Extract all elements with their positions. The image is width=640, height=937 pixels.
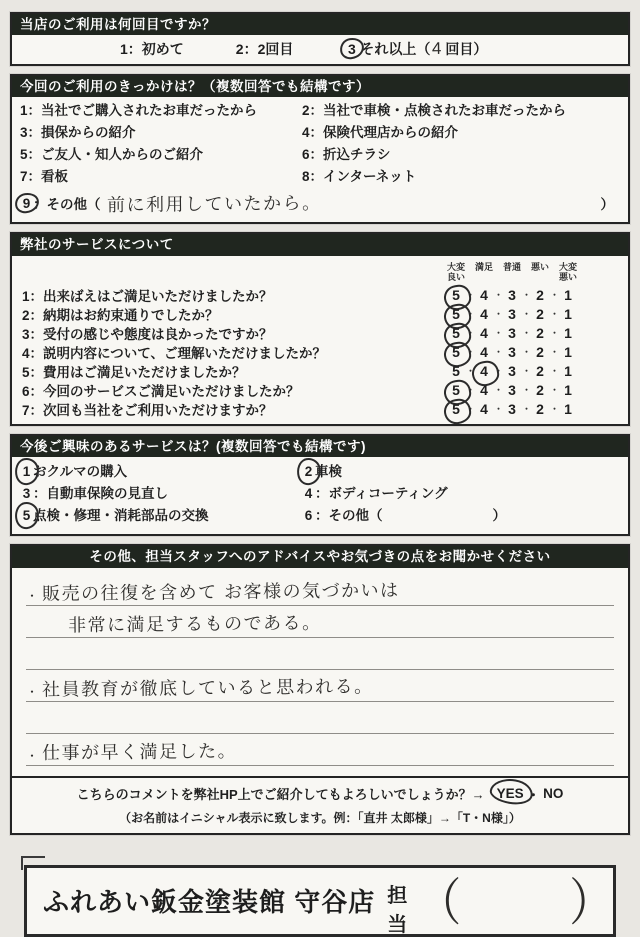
comment-line-empty	[26, 638, 614, 670]
scale-dot: ・	[466, 385, 476, 396]
scale-dot: ・	[494, 366, 504, 377]
hp-consent-choices	[497, 784, 564, 804]
rating-5[interactable]: 5	[452, 381, 460, 398]
visit-option-more[interactable]	[345, 39, 487, 59]
service-rating-row	[22, 361, 614, 380]
service-option-1-label: おクルマの購入	[33, 464, 128, 480]
service-option-3-label: 自動車保険の見直し	[46, 486, 168, 502]
scale-dot: ・	[522, 309, 532, 320]
staff-name-paren-open: （	[417, 874, 462, 931]
rating-5[interactable]: 5	[452, 324, 460, 341]
service-option-1[interactable]	[20, 461, 302, 483]
rating-4[interactable]: 4	[480, 343, 488, 360]
visit-option-second[interactable]: 2：2回目	[235, 41, 294, 58]
section-visit-reason	[10, 74, 630, 224]
service-option-3[interactable]	[20, 483, 302, 505]
rating-scale-header	[22, 262, 578, 283]
rating-4[interactable]: 4	[480, 324, 488, 341]
comments-area[interactable]	[12, 568, 628, 768]
rating-question-5: 5：費用はご満足いただけましたか？	[22, 364, 246, 380]
comment-bullet: ・	[26, 748, 39, 763]
section-future-services	[10, 434, 630, 536]
handwritten-comment-1: 販売の往復を含めて お客様の気づかいは	[41, 579, 400, 604]
scale-dot: ・	[494, 347, 504, 358]
rating-5[interactable]: 5	[452, 286, 460, 303]
scan-corner-mark	[21, 856, 45, 870]
scale-dot: ・	[550, 347, 560, 358]
rating-question-4: 4：説明内容について、ご理解いただけましたか？	[22, 345, 326, 361]
visit-option-more-label: それ以上（	[360, 41, 431, 58]
scale-dot: ・	[494, 328, 504, 339]
handwritten-comment-1b: 非常に満足するものである。	[67, 612, 322, 635]
comment-line	[26, 606, 614, 638]
service-option-6-label: その他（	[328, 508, 383, 524]
rating-3[interactable]: 3	[508, 381, 516, 398]
rating-question-7: 7：次回も当社をご利用いただけますか？	[22, 402, 273, 418]
section-comments	[10, 544, 630, 834]
scale-dot: ・	[494, 309, 504, 320]
scale-dot: ・	[522, 366, 532, 377]
service-rating-row	[22, 342, 614, 361]
scale-dot: ・	[466, 328, 476, 339]
rating-4[interactable]: 4	[480, 305, 488, 322]
service-option-2-number[interactable]: 2	[302, 461, 315, 483]
hp-consent-question-row	[18, 784, 622, 804]
comment-bullet: ・	[26, 684, 39, 699]
rating-1[interactable]: 1	[564, 343, 572, 360]
comment-line	[26, 670, 614, 702]
service-option-4[interactable]	[302, 483, 620, 505]
scale-dot: ・	[466, 347, 476, 358]
reason-option-1[interactable]: 1：当社でご購入されたお車だったから	[20, 103, 258, 119]
option-separator: ：	[315, 486, 329, 502]
service-rating-table	[12, 256, 628, 425]
rating-4[interactable]: 4	[480, 381, 488, 398]
reason-option-4[interactable]: 4：保険代理店からの紹介	[302, 125, 459, 141]
service-option-5[interactable]	[20, 505, 302, 527]
reason-option-other-close: ）	[600, 197, 614, 213]
rating-3[interactable]: 3	[508, 400, 516, 417]
visit-option-more-number[interactable]: 3	[345, 41, 358, 57]
rating-3[interactable]: 3	[508, 305, 516, 322]
rating-2[interactable]: 2	[536, 400, 544, 417]
service-rating-row	[22, 285, 614, 304]
rating-scale-7	[446, 401, 578, 417]
reason-other-handwritten: 前に利用していたから。	[106, 193, 322, 216]
comment-line	[26, 574, 614, 606]
scale-dot: ・	[550, 385, 560, 396]
handwritten-comment-2: 社員教育が徹底していると思われる。	[41, 675, 374, 700]
staff-name-paren-close: ）	[569, 874, 614, 931]
service-option-1-number[interactable]: 1	[20, 461, 33, 483]
visit-reason-left-column	[20, 100, 302, 188]
visit-count-options	[12, 35, 628, 64]
rating-2[interactable]: 2	[536, 305, 544, 322]
scale-label-verybad: 大変悪い	[558, 261, 577, 282]
rating-2[interactable]: 2	[536, 381, 544, 398]
shop-footer-box	[24, 865, 616, 937]
scale-dot: ・	[466, 366, 476, 377]
yesno-separator: ・	[526, 787, 541, 803]
scale-dot: ・	[466, 290, 476, 301]
rating-scale-3	[446, 325, 578, 341]
service-rating-row	[22, 399, 614, 418]
rating-5[interactable]: 5	[452, 305, 460, 322]
service-option-6[interactable]	[302, 505, 620, 527]
scale-dot: ・	[466, 309, 476, 320]
rating-1[interactable]: 1	[564, 400, 572, 417]
scale-dot: ・	[522, 347, 532, 358]
rating-1[interactable]: 1	[564, 324, 572, 341]
initials-note: （お名前はイニシャル表示に致します。例：「直井 太郎様」→「T・N様」）	[119, 810, 521, 825]
rating-question-3: 3：受付の感じや態度は良かったですか？	[22, 326, 273, 342]
rating-scale-2	[446, 306, 578, 322]
service-rating-row	[22, 323, 614, 342]
section-service-rating	[10, 232, 630, 426]
rating-question-6: 6：今回のサービスご満足いただけましたか？	[22, 383, 300, 399]
scale-dot: ・	[522, 290, 532, 301]
reason-option-2[interactable]: 2：当社で車検・点検されたお車だったから	[302, 103, 567, 119]
rating-1[interactable]: 1	[564, 305, 572, 322]
service-rating-row	[22, 380, 614, 399]
rating-question-2: 2：納期はお約束通りでしたか？	[22, 307, 219, 323]
future-services-right-column	[302, 461, 620, 527]
service-option-5-number[interactable]: 5	[20, 505, 33, 527]
scale-dot: ・	[550, 404, 560, 415]
visit-option-first[interactable]: 1：初めて	[120, 41, 184, 58]
reason-option-3[interactable]: 3：損保からの紹介	[20, 125, 136, 141]
hp-consent-yes[interactable]: YES	[496, 786, 524, 802]
service-option-2-label: 車検	[315, 464, 342, 480]
rating-1[interactable]: 1	[564, 286, 572, 303]
reason-option-other-label: ：その他（	[33, 197, 101, 213]
reason-option-6[interactable]: 6：折込チラシ	[302, 147, 391, 163]
rating-scale-6	[446, 382, 578, 398]
rating-scale-1	[446, 287, 578, 303]
scale-dot: ・	[550, 328, 560, 339]
scale-dot: ・	[494, 385, 504, 396]
section-visit-count-title: 当店のご利用は何回目ですか？	[12, 14, 628, 35]
rating-5[interactable]: 5	[452, 400, 460, 417]
service-option-4-label: ボディコーティング	[328, 486, 448, 502]
scale-dot: ・	[494, 290, 504, 301]
scale-dot: ・	[522, 385, 532, 396]
hp-consent-no[interactable]: NO	[543, 786, 564, 802]
scale-dot: ・	[550, 290, 560, 301]
shop-name: ふれあい鈑金塗装館 守谷店	[43, 887, 376, 918]
future-services-left-column	[20, 461, 302, 527]
section-future-services-title: 今後ご興味のあるサービスは？(複数回答でも結構です)	[12, 436, 628, 457]
comment-line-empty	[26, 702, 614, 734]
service-option-5-label: 点検・修理・消耗部品の交換	[33, 508, 209, 524]
service-rating-row	[22, 304, 614, 323]
option-separator: ：	[315, 508, 329, 524]
service-option-6-close: ）	[492, 508, 506, 524]
rating-5[interactable]: 5	[452, 362, 460, 379]
visit-reason-options	[12, 97, 628, 188]
rating-5[interactable]: 5	[452, 343, 460, 360]
rating-3[interactable]: 3	[508, 286, 516, 303]
scale-label-bad: 悪い	[530, 261, 549, 272]
scale-dot: ・	[550, 366, 560, 377]
rating-3[interactable]: 3	[508, 362, 516, 379]
visit-reason-right-column	[302, 100, 620, 188]
section-service-rating-title: 弊社のサービスについて	[12, 234, 628, 255]
hp-consent-question: こちらのコメントを弊社HP上でご紹介してもよろしいでしょうか？→	[76, 787, 485, 803]
rating-2[interactable]: 2	[536, 343, 544, 360]
scale-dot: ・	[522, 328, 532, 339]
visit-option-more-suffix: 回目）	[445, 41, 488, 58]
rating-2[interactable]: 2	[536, 286, 544, 303]
option-separator: ：	[33, 486, 47, 502]
rating-question-1: 1：出来ばえはご満足いただけましたか？	[22, 288, 273, 304]
rating-4[interactable]: 4	[480, 362, 488, 379]
rating-1[interactable]: 1	[564, 362, 572, 379]
service-option-6-number[interactable]: 6	[304, 508, 313, 524]
scale-label-satisfied: 満足	[474, 261, 493, 272]
hp-consent-strip	[12, 776, 628, 833]
rating-4[interactable]: 4	[480, 286, 488, 303]
reason-option-7[interactable]: 7：看板	[20, 169, 69, 185]
future-services-options	[12, 457, 628, 534]
service-option-4-number[interactable]: 4	[304, 486, 313, 502]
rating-2[interactable]: 2	[536, 362, 544, 379]
section-comments-title: その他、担当スタッフへのアドバイスやお気づきの点をお聞かせください	[12, 546, 628, 567]
handwritten-comment-3: 仕事が早く満足した。	[41, 740, 238, 763]
section-visit-count	[10, 12, 630, 66]
reason-option-other-number[interactable]: 9	[20, 196, 33, 211]
visit-count-handwritten: 4	[432, 39, 444, 59]
rating-scale-5	[446, 363, 578, 379]
reason-option-8[interactable]: 8：インターネット	[302, 169, 417, 185]
scale-dot: ・	[466, 404, 476, 415]
rating-3[interactable]: 3	[508, 324, 516, 341]
section-visit-reason-title: 今回のご利用のきっかけは？（複数回答でも結構です）	[12, 76, 628, 97]
scale-dot: ・	[550, 309, 560, 320]
comment-line	[26, 734, 614, 766]
service-option-2[interactable]	[302, 461, 620, 483]
comment-bullet: ・	[26, 588, 39, 603]
rating-3[interactable]: 3	[508, 343, 516, 360]
reason-option-other[interactable]	[12, 188, 628, 222]
scale-dot: ・	[494, 404, 504, 415]
scale-label-verygood: 大変良い	[446, 261, 465, 282]
rating-scale-4	[446, 344, 578, 360]
reason-option-5[interactable]: 5：ご友人・知人からのご紹介	[20, 147, 204, 163]
scale-dot: ・	[522, 404, 532, 415]
rating-4[interactable]: 4	[480, 400, 488, 417]
staff-in-charge-label: 担当	[387, 884, 408, 936]
rating-2[interactable]: 2	[536, 324, 544, 341]
rating-1[interactable]: 1	[564, 381, 572, 398]
service-option-3-number[interactable]: 3	[22, 486, 31, 502]
scale-label-normal: 普通	[502, 261, 521, 272]
